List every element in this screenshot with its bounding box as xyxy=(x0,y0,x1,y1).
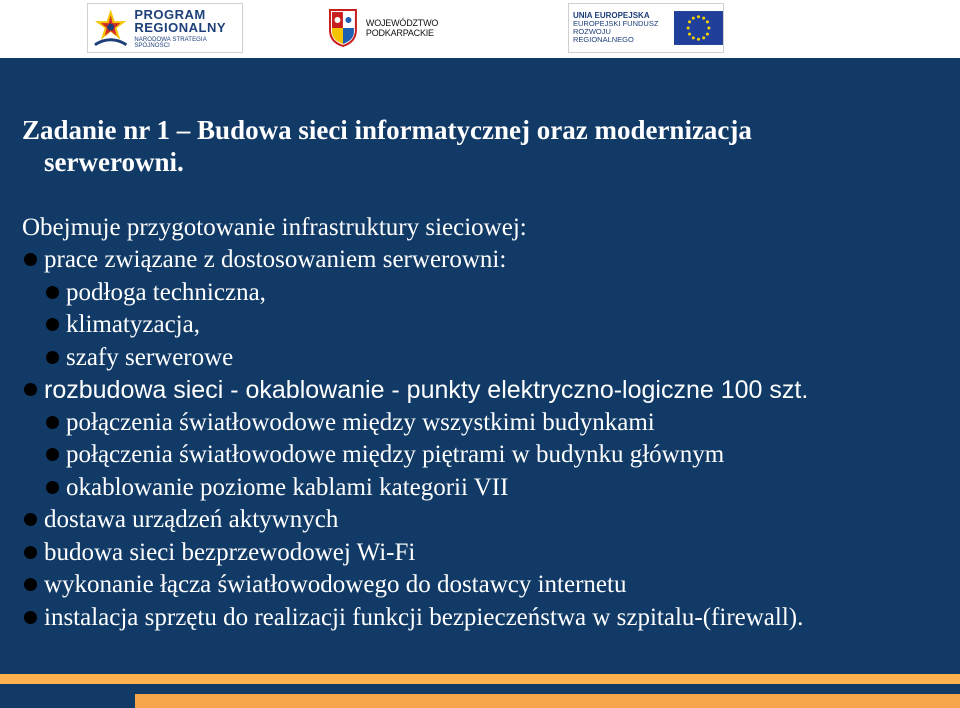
eu-line-3: ROZWOJU REGIONALNEGO xyxy=(573,27,634,45)
list-item: instalacja sprzętu do realizacji funkcji bezpieczeństwa w szpitalu-(firewall). xyxy=(22,602,834,635)
eu-flag-icon xyxy=(674,10,723,46)
eu-line-1: UNIA EUROPEJSKA xyxy=(573,10,650,20)
list-item: podłoga techniczna, xyxy=(22,277,834,310)
list-item: klimatyzacja, xyxy=(22,309,834,342)
wojewodztwo-logo xyxy=(328,3,508,53)
list-item: rozbudowa sieci - okablowanie - punkty elektryczno-logiczne 100 szt. xyxy=(22,374,834,407)
program-star-icon xyxy=(91,5,130,51)
eu-line-2: EUROPEJSKI FUNDUSZ xyxy=(573,19,659,29)
list-item: szafy serwerowe xyxy=(22,342,834,375)
accent-stripe-bottom xyxy=(135,694,960,708)
program-line-3: NARODOWA STRATEGIA SPÓJNOŚCI xyxy=(134,36,207,49)
scope-list xyxy=(22,244,834,634)
slide-title xyxy=(22,114,922,178)
title-line-2: serwerowni. xyxy=(44,147,184,177)
crest-icon xyxy=(328,8,358,48)
list-item: połączenia światłowodowe między piętrami w budynku głównym xyxy=(22,439,834,472)
list-item: budowa sieci bezprzewodowej Wi-Fi xyxy=(22,537,834,570)
list-item: okablowanie poziome kablami kategorii VII xyxy=(22,472,834,505)
intro-text: Obejmuje przygotowanie infrastruktury sieciowej: xyxy=(22,214,527,241)
program-line-2: REGIONALNY xyxy=(134,19,226,35)
list-item: połączenia światłowodowe między wszystkimi budynkami xyxy=(22,407,834,440)
program-regionalny-logo xyxy=(87,3,243,53)
wojewodztwo-text: WOJEWÓDZTWO PODKARPACKIE xyxy=(365,18,439,38)
title-line-1: Zadanie nr 1 – Budowa sieci informatycznej oraz modernizacja xyxy=(22,115,752,145)
list-item: dostawa urządzeń aktywnych xyxy=(22,504,834,537)
accent-stripe-top xyxy=(0,674,960,684)
program-line-1: PROGRAM xyxy=(134,6,206,22)
list-item: wykonanie łącza światłowodowego do dostawcy internetu xyxy=(22,569,834,602)
eu-logo xyxy=(568,3,724,53)
list-item: prace związane z dostosowaniem serwerowni: xyxy=(22,244,834,277)
